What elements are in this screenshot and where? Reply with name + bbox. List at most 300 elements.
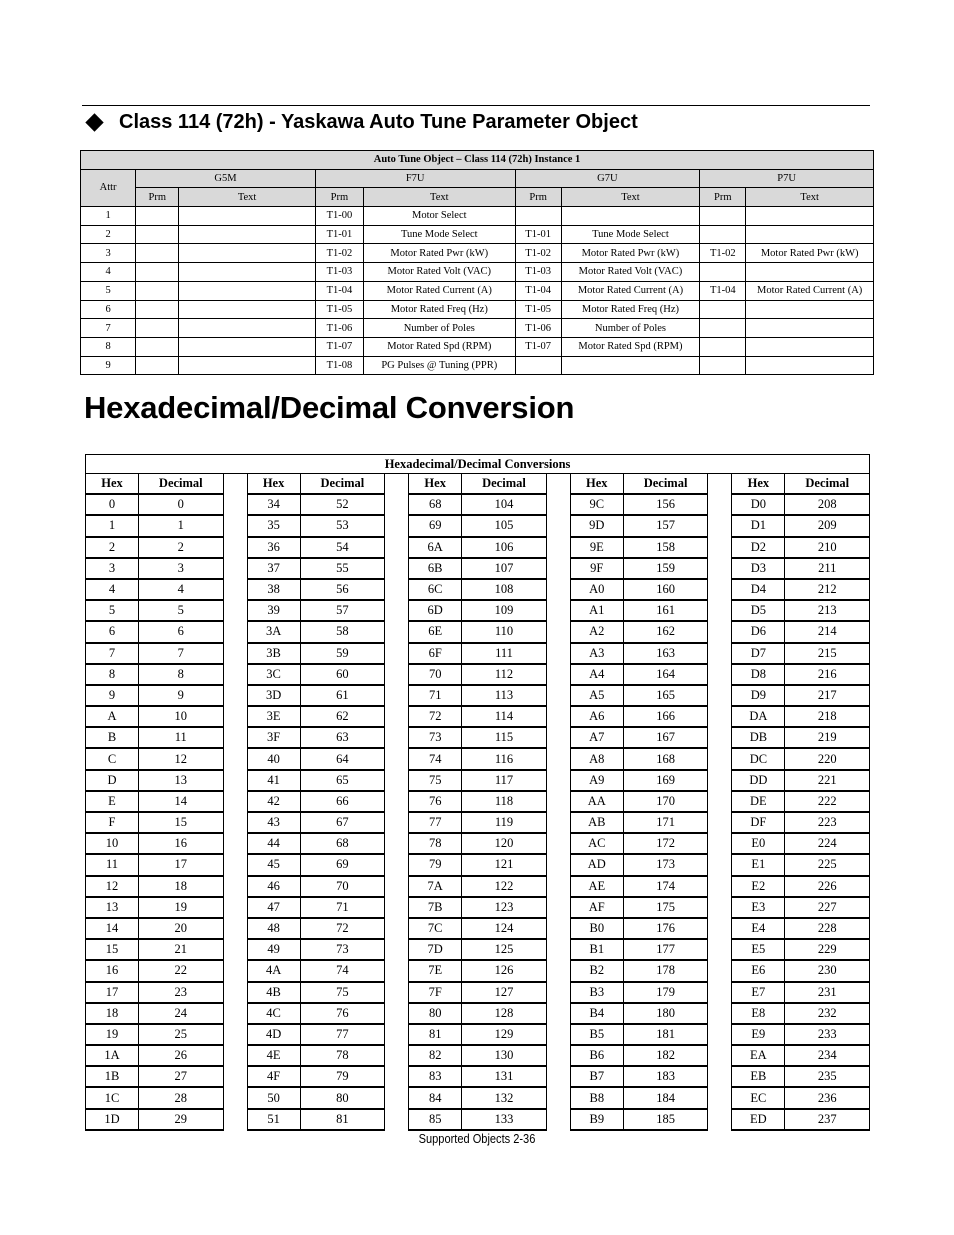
column-gap <box>708 1066 732 1087</box>
hex-cell: 13 <box>86 897 139 918</box>
decimal-cell: 70 <box>300 876 385 897</box>
hex-cell: 39 <box>247 600 300 621</box>
decimal-cell: 171 <box>623 812 708 833</box>
decimal-cell: 223 <box>785 812 870 833</box>
hex-cell: 75 <box>409 770 462 791</box>
decimal-cell: 77 <box>300 1024 385 1045</box>
prm-cell <box>136 319 179 338</box>
column-gap <box>223 1045 247 1066</box>
text-header: Text <box>179 188 315 207</box>
column-gap <box>385 1024 409 1045</box>
hex-cell: 0 <box>86 494 139 515</box>
column-gap <box>708 1045 732 1066</box>
column-gap <box>546 770 570 791</box>
decimal-cell: 3 <box>139 558 224 579</box>
hex-cell: 80 <box>409 1003 462 1024</box>
column-gap <box>546 876 570 897</box>
decimal-cell: 73 <box>300 939 385 960</box>
hex-cell: E3 <box>732 897 785 918</box>
auto-tune-row <box>81 337 874 356</box>
column-gap <box>223 854 247 875</box>
hex-column-header: Hex <box>86 474 139 495</box>
decimal-cell: 25 <box>139 1024 224 1045</box>
hex-cell: ED <box>732 1109 785 1130</box>
decimal-cell: 234 <box>785 1045 870 1066</box>
hex-cell: DB <box>732 727 785 748</box>
decimal-cell: 1 <box>139 515 224 536</box>
hex-column-header: Hex <box>570 474 623 495</box>
column-gap <box>708 537 732 558</box>
hex-cell: 7A <box>409 876 462 897</box>
decimal-cell: 236 <box>785 1087 870 1108</box>
hex-cell: 1B <box>86 1066 139 1087</box>
decimal-cell: 177 <box>623 939 708 960</box>
decimal-cell: 15 <box>139 812 224 833</box>
decimal-cell: 170 <box>623 791 708 812</box>
diamond-bullet-icon <box>85 113 103 131</box>
hex-cell: 3F <box>247 727 300 748</box>
decimal-cell: 78 <box>300 1045 385 1066</box>
hex-cell: A0 <box>570 579 623 600</box>
decimal-cell: 121 <box>462 854 547 875</box>
page-footer: Supported Objects 2-36 <box>418 1131 536 1146</box>
hex-cell: B <box>86 727 139 748</box>
column-gap <box>223 558 247 579</box>
hex-cell: 70 <box>409 664 462 685</box>
decimal-cell: 211 <box>785 558 870 579</box>
prm-cell: T1-07 <box>515 337 561 356</box>
hex-cell: 51 <box>247 1109 300 1130</box>
hex-cell: AA <box>570 791 623 812</box>
hex-table-row <box>86 918 870 939</box>
decimal-cell: 67 <box>300 812 385 833</box>
hex-cell: 9 <box>86 685 139 706</box>
column-gap <box>546 1003 570 1024</box>
hex-cell: 6B <box>409 558 462 579</box>
hex-cell: B2 <box>570 960 623 981</box>
prm-cell <box>700 337 746 356</box>
hex-cell: E2 <box>732 876 785 897</box>
hex-cell: 12 <box>86 876 139 897</box>
hex-cell: E1 <box>732 854 785 875</box>
text-cell <box>746 225 874 244</box>
prm-cell: T1-05 <box>515 300 561 319</box>
column-gap <box>708 876 732 897</box>
column-gap <box>385 600 409 621</box>
column-gap <box>385 558 409 579</box>
column-gap <box>708 1003 732 1024</box>
text-cell: PG Pulses @ Tuning (PPR) <box>364 356 516 375</box>
decimal-cell: 104 <box>462 494 547 515</box>
decimal-cell: 184 <box>623 1087 708 1108</box>
column-gap <box>546 918 570 939</box>
decimal-cell: 120 <box>462 833 547 854</box>
text-cell: Motor Rated Freq (Hz) <box>364 300 516 319</box>
hex-cell: 42 <box>247 791 300 812</box>
column-gap <box>546 791 570 812</box>
attr-cell: 6 <box>81 300 136 319</box>
decimal-cell: 21 <box>139 939 224 960</box>
decimal-cell: 122 <box>462 876 547 897</box>
hex-cell: 79 <box>409 854 462 875</box>
column-gap <box>385 1109 409 1130</box>
decimal-cell: 226 <box>785 876 870 897</box>
decimal-cell: 126 <box>462 960 547 981</box>
decimal-cell: 172 <box>623 833 708 854</box>
hex-table-row <box>86 939 870 960</box>
hex-cell: AE <box>570 876 623 897</box>
prm-header: Prm <box>315 188 363 207</box>
prm-cell <box>136 300 179 319</box>
column-gap <box>546 600 570 621</box>
decimal-cell: 111 <box>462 643 547 664</box>
decimal-cell: 56 <box>300 579 385 600</box>
hex-cell: 2 <box>86 537 139 558</box>
hex-cell: 14 <box>86 918 139 939</box>
auto-tune-row <box>81 207 874 226</box>
decimal-cell: 237 <box>785 1109 870 1130</box>
column-gap <box>223 621 247 642</box>
decimal-cell: 164 <box>623 664 708 685</box>
column-gap <box>708 1109 732 1130</box>
text-cell <box>179 263 315 282</box>
hex-cell: D4 <box>732 579 785 600</box>
decimal-cell: 220 <box>785 748 870 769</box>
column-gap <box>708 474 732 495</box>
decimal-cell: 74 <box>300 960 385 981</box>
hex-cell: EA <box>732 1045 785 1066</box>
column-gap <box>708 812 732 833</box>
prm-cell <box>136 281 179 300</box>
decimal-cell: 52 <box>300 494 385 515</box>
text-cell: Motor Rated Pwr (kW) <box>746 244 874 263</box>
column-gap <box>708 600 732 621</box>
column-gap <box>223 876 247 897</box>
hex-cell: A3 <box>570 643 623 664</box>
hex-cell: 76 <box>409 791 462 812</box>
decimal-cell: 222 <box>785 791 870 812</box>
hex-cell: 7 <box>86 643 139 664</box>
column-gap <box>223 918 247 939</box>
column-gap <box>708 897 732 918</box>
prm-cell: T1-04 <box>700 281 746 300</box>
decimal-cell: 161 <box>623 600 708 621</box>
column-gap <box>223 791 247 812</box>
column-gap <box>385 791 409 812</box>
auto-tune-row <box>81 263 874 282</box>
hex-conversion-table <box>85 454 870 1131</box>
decimal-cell: 114 <box>462 706 547 727</box>
hex-cell: B4 <box>570 1003 623 1024</box>
hex-cell: 17 <box>86 982 139 1003</box>
hex-table-row <box>86 579 870 600</box>
hex-cell: 3A <box>247 621 300 642</box>
auto-tune-table <box>80 150 874 375</box>
column-gap <box>546 537 570 558</box>
text-cell <box>561 356 700 375</box>
hex-cell: 6E <box>409 621 462 642</box>
decimal-cell: 210 <box>785 537 870 558</box>
prm-cell: T1-03 <box>515 263 561 282</box>
hex-cell: 15 <box>86 939 139 960</box>
hex-table-row <box>86 812 870 833</box>
hex-cell: 38 <box>247 579 300 600</box>
hex-cell: E8 <box>732 1003 785 1024</box>
prm-cell <box>700 263 746 282</box>
prm-cell: T1-07 <box>315 337 363 356</box>
column-gap <box>708 579 732 600</box>
decimal-cell: 127 <box>462 982 547 1003</box>
hex-cell: DC <box>732 748 785 769</box>
hex-cell: 4D <box>247 1024 300 1045</box>
decimal-cell: 110 <box>462 621 547 642</box>
decimal-cell: 16 <box>139 833 224 854</box>
text-cell: Motor Rated Current (A) <box>561 281 700 300</box>
decimal-cell: 105 <box>462 515 547 536</box>
decimal-cell: 4 <box>139 579 224 600</box>
decimal-cell: 179 <box>623 982 708 1003</box>
hex-cell: 6D <box>409 600 462 621</box>
decimal-cell: 54 <box>300 537 385 558</box>
column-gap <box>385 897 409 918</box>
decimal-cell: 168 <box>623 748 708 769</box>
text-cell <box>746 356 874 375</box>
text-cell: Motor Rated Volt (VAC) <box>364 263 516 282</box>
text-cell: Number of Poles <box>561 319 700 338</box>
prm-cell: T1-03 <box>315 263 363 282</box>
decimal-cell: 178 <box>623 960 708 981</box>
text-cell: Motor Rated Pwr (kW) <box>364 244 516 263</box>
decimal-cell: 76 <box>300 1003 385 1024</box>
decimal-cell: 9 <box>139 685 224 706</box>
hex-conversion-table-wrapper <box>85 454 869 1131</box>
hex-cell: A1 <box>570 600 623 621</box>
column-gap <box>223 537 247 558</box>
column-gap <box>385 1045 409 1066</box>
decimal-cell: 10 <box>139 706 224 727</box>
hex-cell: EB <box>732 1066 785 1087</box>
decimal-cell: 116 <box>462 748 547 769</box>
column-gap <box>385 643 409 664</box>
hex-cell: D8 <box>732 664 785 685</box>
column-gap <box>223 1087 247 1108</box>
auto-tune-row <box>81 225 874 244</box>
text-cell <box>179 207 315 226</box>
text-cell <box>179 225 315 244</box>
hex-table-row <box>86 1066 870 1087</box>
hex-table-row <box>86 1024 870 1045</box>
decimal-cell: 181 <box>623 1024 708 1045</box>
prm-cell <box>136 207 179 226</box>
prm-cell <box>700 225 746 244</box>
column-gap <box>385 770 409 791</box>
hex-cell: D5 <box>732 600 785 621</box>
column-gap <box>223 833 247 854</box>
decimal-cell: 167 <box>623 727 708 748</box>
column-gap <box>546 558 570 579</box>
prm-cell: T1-02 <box>700 244 746 263</box>
decimal-cell: 176 <box>623 918 708 939</box>
hex-table-row <box>86 643 870 664</box>
hex-cell: E7 <box>732 982 785 1003</box>
decimal-cell: 115 <box>462 727 547 748</box>
text-cell: Motor Rated Pwr (kW) <box>561 244 700 263</box>
decimal-cell: 160 <box>623 579 708 600</box>
decimal-cell: 13 <box>139 770 224 791</box>
text-cell <box>746 337 874 356</box>
column-gap <box>708 1087 732 1108</box>
decimal-cell: 118 <box>462 791 547 812</box>
hex-cell: 34 <box>247 494 300 515</box>
decimal-cell: 132 <box>462 1087 547 1108</box>
hex-table-row <box>86 600 870 621</box>
text-header: Text <box>746 188 874 207</box>
decimal-cell: 231 <box>785 982 870 1003</box>
hex-cell: E5 <box>732 939 785 960</box>
hex-cell: 45 <box>247 854 300 875</box>
decimal-cell: 224 <box>785 833 870 854</box>
hex-cell: DD <box>732 770 785 791</box>
decimal-cell: 112 <box>462 664 547 685</box>
decimal-cell: 125 <box>462 939 547 960</box>
decimal-cell: 24 <box>139 1003 224 1024</box>
prm-cell: T1-04 <box>515 281 561 300</box>
column-gap <box>223 474 247 495</box>
column-gap <box>546 494 570 515</box>
hex-cell: 84 <box>409 1087 462 1108</box>
hex-cell: A9 <box>570 770 623 791</box>
text-cell <box>179 319 315 338</box>
decimal-cell: 158 <box>623 537 708 558</box>
decimal-cell: 113 <box>462 685 547 706</box>
hex-cell: 9F <box>570 558 623 579</box>
auto-tune-caption: Auto Tune Object – Class 114 (72h) Instance 1 <box>81 151 874 170</box>
decimal-cell: 131 <box>462 1066 547 1087</box>
hex-cell: E9 <box>732 1024 785 1045</box>
hex-cell: 6F <box>409 643 462 664</box>
decimal-cell: 124 <box>462 918 547 939</box>
attr-cell: 8 <box>81 337 136 356</box>
prm-cell: T1-00 <box>315 207 363 226</box>
column-gap <box>708 960 732 981</box>
prm-cell <box>515 356 561 375</box>
column-gap <box>223 664 247 685</box>
hex-cell: 18 <box>86 1003 139 1024</box>
auto-tune-row <box>81 356 874 375</box>
decimal-cell: 14 <box>139 791 224 812</box>
hex-cell: B3 <box>570 982 623 1003</box>
decimal-cell: 107 <box>462 558 547 579</box>
decimal-cell: 19 <box>139 897 224 918</box>
decimal-cell: 182 <box>623 1045 708 1066</box>
decimal-cell: 27 <box>139 1066 224 1087</box>
hex-cell: 77 <box>409 812 462 833</box>
column-gap <box>708 727 732 748</box>
hex-cell: AB <box>570 812 623 833</box>
decimal-cell: 215 <box>785 643 870 664</box>
prm-cell: T1-06 <box>315 319 363 338</box>
decimal-cell: 63 <box>300 727 385 748</box>
hex-cell: 3E <box>247 706 300 727</box>
decimal-cell: 60 <box>300 664 385 685</box>
column-gap <box>385 939 409 960</box>
decimal-cell: 230 <box>785 960 870 981</box>
hex-cell: 49 <box>247 939 300 960</box>
hex-cell: 8 <box>86 664 139 685</box>
column-gap <box>708 1024 732 1045</box>
decimal-cell: 26 <box>139 1045 224 1066</box>
hex-cell: D3 <box>732 558 785 579</box>
decimal-column-header: Decimal <box>785 474 870 495</box>
hex-cell: 10 <box>86 833 139 854</box>
prm-cell <box>136 225 179 244</box>
prm-cell: T1-01 <box>515 225 561 244</box>
decimal-cell: 165 <box>623 685 708 706</box>
hex-cell: D1 <box>732 515 785 536</box>
decimal-cell: 218 <box>785 706 870 727</box>
hex-cell: 81 <box>409 1024 462 1045</box>
hex-cell: 1D <box>86 1109 139 1130</box>
hex-cell: 36 <box>247 537 300 558</box>
decimal-cell: 232 <box>785 1003 870 1024</box>
column-gap <box>708 621 732 642</box>
decimal-cell: 11 <box>139 727 224 748</box>
text-cell <box>561 207 700 226</box>
column-gap <box>385 748 409 769</box>
prm-header: Prm <box>700 188 746 207</box>
column-gap <box>546 897 570 918</box>
decimal-cell: 57 <box>300 600 385 621</box>
decimal-cell: 213 <box>785 600 870 621</box>
text-cell <box>746 300 874 319</box>
hex-cell: AC <box>570 833 623 854</box>
decimal-cell: 180 <box>623 1003 708 1024</box>
column-gap <box>546 706 570 727</box>
hex-cell: 68 <box>409 494 462 515</box>
column-gap <box>546 474 570 495</box>
hex-column-header: Hex <box>732 474 785 495</box>
decimal-cell: 22 <box>139 960 224 981</box>
hex-cell: AD <box>570 854 623 875</box>
decimal-cell: 214 <box>785 621 870 642</box>
text-header: Text <box>364 188 516 207</box>
hex-table-row <box>86 897 870 918</box>
text-cell: Motor Rated Spd (RPM) <box>364 337 516 356</box>
column-gap <box>708 918 732 939</box>
decimal-cell: 28 <box>139 1087 224 1108</box>
decimal-cell: 225 <box>785 854 870 875</box>
decimal-cell: 233 <box>785 1024 870 1045</box>
decimal-column-header: Decimal <box>300 474 385 495</box>
hex-cell: 3C <box>247 664 300 685</box>
decimal-cell: 17 <box>139 854 224 875</box>
hex-cell: 6A <box>409 537 462 558</box>
hex-cell: 7B <box>409 897 462 918</box>
column-gap <box>223 1024 247 1045</box>
text-cell <box>179 300 315 319</box>
column-gap <box>385 579 409 600</box>
hex-cell: DE <box>732 791 785 812</box>
hex-cell: 4B <box>247 982 300 1003</box>
prm-cell <box>136 244 179 263</box>
column-gap <box>546 854 570 875</box>
hex-cell: 3 <box>86 558 139 579</box>
decimal-cell: 219 <box>785 727 870 748</box>
decimal-cell: 58 <box>300 621 385 642</box>
column-gap <box>223 643 247 664</box>
column-gap <box>546 1066 570 1087</box>
drive-header-g7u: G7U <box>515 169 700 188</box>
